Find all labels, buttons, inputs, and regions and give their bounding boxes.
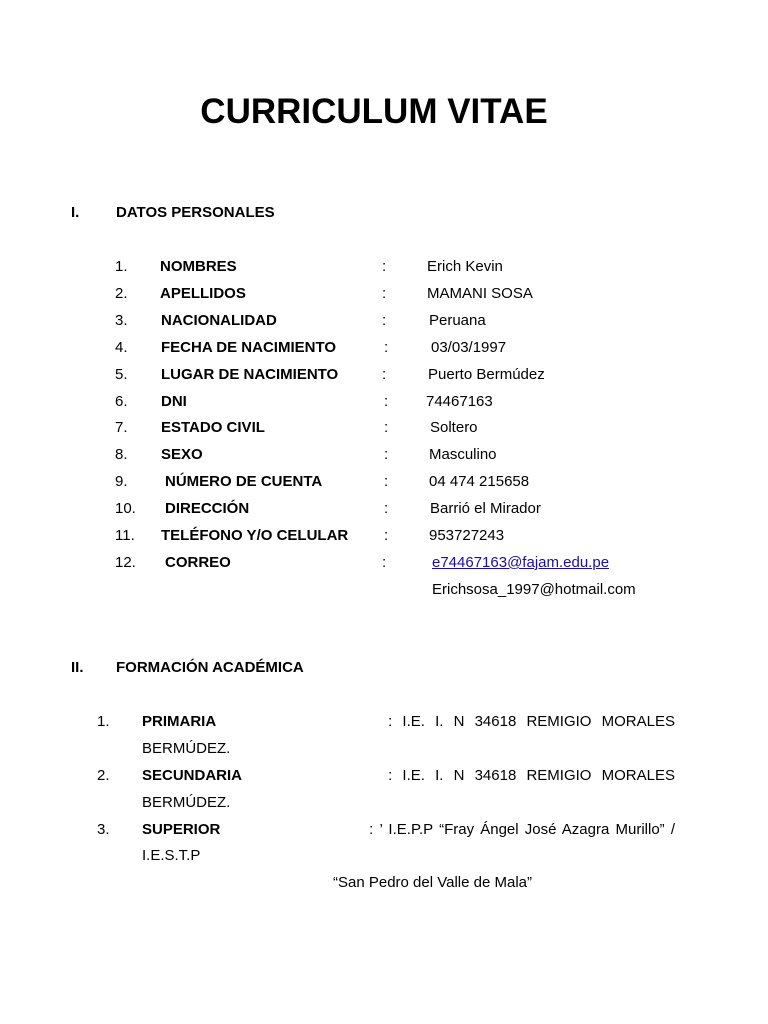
item-label: PRIMARIA bbox=[142, 713, 217, 730]
item-value-continuation: I.E.S.T.P bbox=[142, 847, 201, 864]
section-number: II. bbox=[71, 659, 84, 676]
item-number: 1. bbox=[115, 258, 128, 275]
item-value: Masculino bbox=[429, 446, 497, 463]
item-value: 03/03/1997 bbox=[431, 339, 507, 356]
item-number: 2. bbox=[115, 285, 128, 302]
item-label: NACIONALIDAD bbox=[161, 312, 277, 329]
list-item-continuation bbox=[0, 794, 768, 814]
item-value: : I.E. I. N 34618 REMIGIO MORALES bbox=[388, 767, 675, 784]
section-title: DATOS PERSONALES bbox=[116, 204, 275, 221]
item-label: FECHA DE NACIMIENTO bbox=[161, 339, 337, 356]
item-label: SUPERIOR bbox=[142, 821, 221, 838]
item-number: 5. bbox=[115, 366, 128, 383]
item-colon: : bbox=[384, 419, 389, 436]
section-title: FORMACIÓN ACADÉMICA bbox=[116, 659, 304, 676]
item-number: 1. bbox=[97, 713, 110, 730]
list-item-continuation bbox=[0, 740, 768, 760]
list-item bbox=[0, 767, 768, 787]
item-colon: : bbox=[384, 527, 389, 544]
item-value-continuation: BERMÚDEZ. bbox=[142, 740, 231, 757]
item-colon: : bbox=[384, 500, 389, 517]
item-number: 11. bbox=[115, 527, 135, 544]
list-item bbox=[0, 713, 768, 733]
item-value: Barrió el Mirador bbox=[430, 500, 541, 517]
item-number: 9. bbox=[115, 473, 128, 490]
item-value: 04 474 215658 bbox=[429, 473, 530, 490]
institution-name: “San Pedro del Valle de Mala” bbox=[333, 874, 532, 891]
item-label: NÚMERO DE CUENTA bbox=[165, 473, 323, 490]
item-value: Puerto Bermúdez bbox=[428, 366, 545, 383]
list-item bbox=[0, 527, 768, 547]
list-item bbox=[0, 393, 768, 413]
item-value-continuation: BERMÚDEZ. bbox=[142, 794, 231, 811]
item-value: Soltero bbox=[430, 419, 478, 436]
item-value: 74467163 bbox=[426, 393, 493, 410]
item-value: Erich Kevin bbox=[427, 258, 503, 275]
page-title: CURRICULUM VITAE bbox=[200, 92, 548, 131]
item-value: Peruana bbox=[429, 312, 486, 329]
item-value: 953727243 bbox=[429, 527, 505, 544]
list-item bbox=[0, 500, 768, 520]
list-item bbox=[0, 581, 768, 601]
item-number: 8. bbox=[115, 446, 128, 463]
item-colon: : bbox=[382, 312, 387, 329]
list-item bbox=[0, 446, 768, 466]
item-colon: : bbox=[384, 339, 389, 356]
item-number: 3. bbox=[115, 312, 128, 329]
list-item bbox=[0, 285, 768, 305]
item-number: 4. bbox=[115, 339, 128, 356]
section-number: I. bbox=[71, 204, 80, 221]
list-item bbox=[0, 419, 768, 439]
item-colon: : bbox=[384, 473, 389, 490]
item-number: 10. bbox=[115, 500, 136, 517]
list-item-continuation bbox=[0, 847, 768, 867]
item-number: 3. bbox=[97, 821, 110, 838]
item-label: DIRECCIÓN bbox=[165, 500, 250, 517]
item-number: 6. bbox=[115, 393, 128, 410]
item-colon: : bbox=[384, 446, 389, 463]
list-item bbox=[0, 258, 768, 278]
item-value: : ’ I.E.P.P “Fray Ángel José Azagra Murillo” / bbox=[369, 821, 675, 838]
item-colon: : bbox=[382, 285, 387, 302]
item-label: DNI bbox=[161, 393, 187, 410]
item-value: : I.E. I. N 34618 REMIGIO MORALES bbox=[388, 713, 675, 730]
list-item bbox=[0, 554, 768, 574]
email-secondary: Erichsosa_1997@hotmail.com bbox=[432, 581, 636, 598]
list-item bbox=[0, 366, 768, 386]
list-item bbox=[0, 312, 768, 332]
item-label: SECUNDARIA bbox=[142, 767, 243, 784]
item-colon: : bbox=[384, 393, 389, 410]
item-colon: : bbox=[382, 366, 387, 383]
list-item bbox=[0, 339, 768, 359]
item-label: LUGAR DE NACIMIENTO bbox=[161, 366, 339, 383]
item-label: NOMBRES bbox=[160, 258, 237, 275]
item-label: APELLIDOS bbox=[160, 285, 246, 302]
item-value: MAMANI SOSA bbox=[427, 285, 533, 302]
list-item bbox=[0, 473, 768, 493]
item-colon: : bbox=[382, 258, 387, 275]
item-number: 2. bbox=[97, 767, 110, 784]
item-label: SEXO bbox=[161, 446, 203, 463]
item-label: ESTADO CIVIL bbox=[161, 419, 265, 436]
item-label: TELÉFONO Y/O CELULAR bbox=[161, 527, 349, 544]
list-item bbox=[0, 821, 768, 841]
item-number: 7. bbox=[115, 419, 128, 436]
email-link[interactable]: e74467163@fajam.edu.pe bbox=[432, 554, 610, 571]
item-label: CORREO bbox=[165, 554, 231, 571]
item-colon: : bbox=[382, 554, 387, 571]
item-number: 12. bbox=[115, 554, 136, 571]
